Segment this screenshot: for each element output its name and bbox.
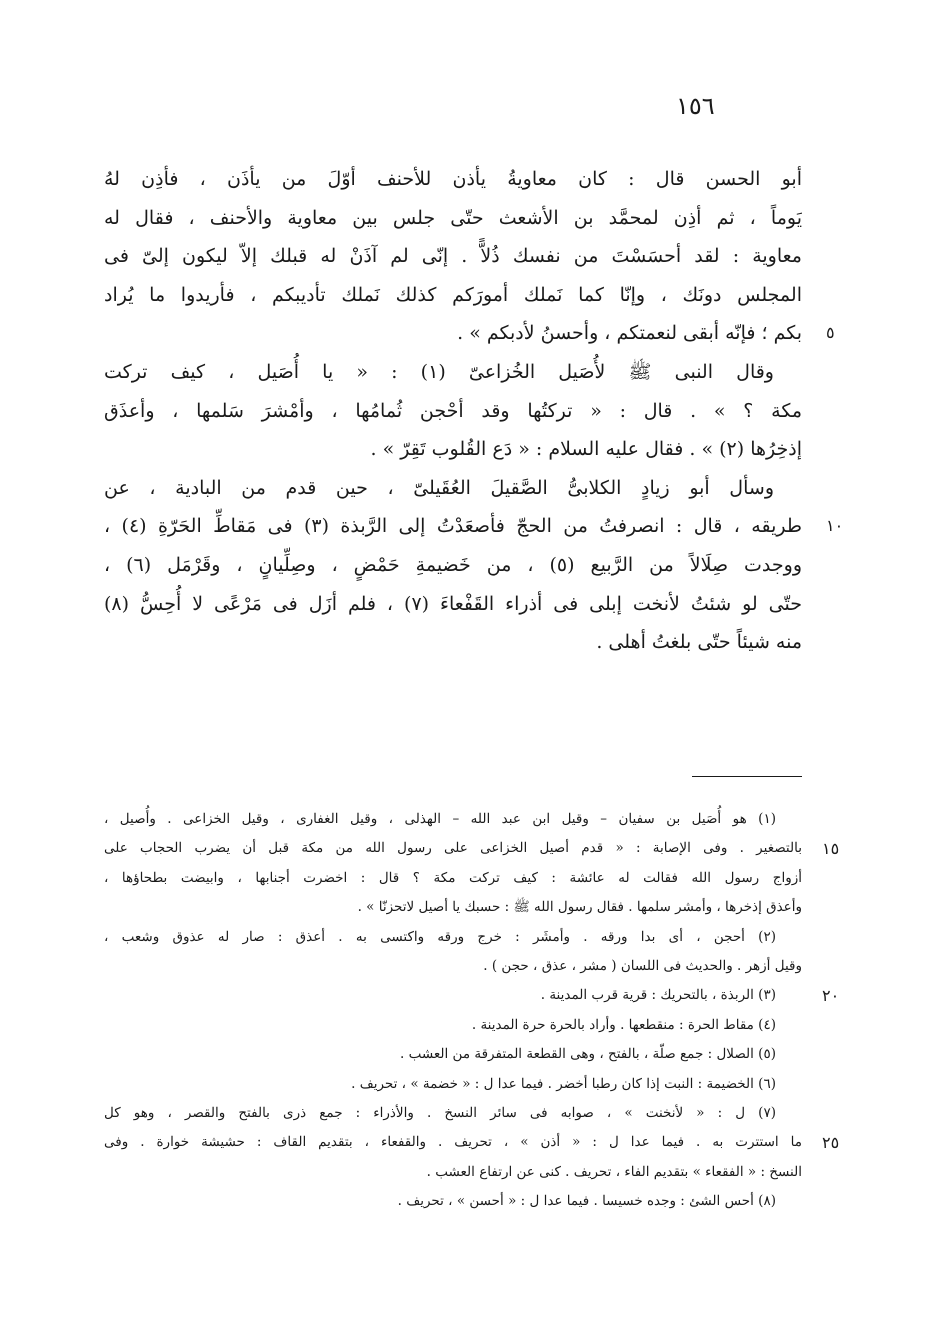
text-line: منه شيئاً حتّى بلغتُ أهلى . xyxy=(596,631,802,654)
text-line: مكة ؟ » . قال : « تركتُها وقد أحْجن ثُمامُها ، وأمْشرَ سَلمها ، وأعذَق xyxy=(104,399,802,422)
text-line: ووجدت صِلَالاً من الرَّبيع (٥) ، من خَضيمةِ حَمْضٍ ، وصِلِّيانٍ ، وقَرْمَل (٦) ، xyxy=(104,553,802,576)
margin-line-number: ٢٥ xyxy=(822,1133,840,1153)
text-line: معاوية : لقد أحسَسْتَ من نفسك ذُلاًّ . إنّى لم آذَنْ له قبلك إلاّ ليكون إلىّ فى xyxy=(104,245,802,268)
footnote-line: (٥) الصلال : جمع صلّة ، بالفتح ، وهى القطعة المتفرقة من العشب . xyxy=(400,1046,776,1063)
main-text xyxy=(104,160,802,662)
margin-line-number: ٥ xyxy=(826,323,835,343)
margin-line-number: ١٠ xyxy=(826,516,844,536)
text-line: أبو الحسن قال : كان معاويةُ يأذن للأحنف أوّلَ من يأذَن ، فأذِن لهُ xyxy=(104,168,802,190)
page-number: ١٥٦ xyxy=(676,92,715,120)
text-line: وسأل أبو زيادٍ الكلابىُّ الصَّقيلَ العُقَيلىّ ، حين قدم من البادية ، عن xyxy=(104,476,774,499)
text-line: طريقه ، قال : انصرفتُ من الحجّ فأصعَدْتُ إلى الرَّبذة (٣) فى مَقاطِّ الحَرّةِ (٤) ، xyxy=(104,515,802,538)
text-line: بكم ؛ فإنّه أبقى لنعمتكم ، وأحسنُ لأدبكم » . xyxy=(457,322,802,345)
margin-line-number: ١٥ xyxy=(822,839,840,859)
footnote-line: بالتصغير . وفى الإصابة : « قدم أصيل الخزاعى على رسول الله من مكة قبل أن يضرب الحجاب على xyxy=(104,840,802,857)
footnote-line: (٧) ل : « لأنخنت » ، صوابه فى سائر النسخ . والأذراء : جمع ذرى بالفتح والقصر ، وهو كل xyxy=(104,1104,776,1121)
footnote-line: وقيل أزهر . والحديث فى اللسان ( مشر ، عذق ، حجن ) . xyxy=(483,957,802,974)
footnote-separator xyxy=(692,776,802,777)
footnotes xyxy=(104,805,802,1216)
footnote-line: (٦) الخضيمة : النبت إذا كان رطبا أخضر . فيما عدا ل : « خضمة » ، تحريف . xyxy=(351,1075,776,1092)
text-line: حتّى لو شئتُ لأنخت إبلى فى أذراء القَفْعاءَ (٧) ، فلم أزَل فى مَرْعًى لا أُحِسُّ (٨) xyxy=(104,592,802,615)
footnote-line: وأعذق إذخرها ، وأمشر سلمها . فقال رسول الله ﷺ : حسبك يا أصيل لاتحزنّا » . xyxy=(357,899,802,916)
footnote-line: (٢) أحجن ، أى بدا ورقه . وأمشَر : خرج ورقه واكتسى به . أعذق : صار له عذوق وشعب ، xyxy=(104,928,776,945)
text-line: المجلس دونَك ، وإنّا كما نَملك أمورَكم كذلك نَملك تأديبكم ، فأريدوا ما يُراد xyxy=(104,283,802,306)
footnote-line: أزواج رسول الله فقالت له عائشة : كيف تركت مكة ؟ قال : اخضرت أجنابها ، وابيضت بطحاؤها ، xyxy=(104,869,802,886)
footnote-line: النسخ : « الفقعاء » بتقديم الفاء ، تحريف . كنى عن ارتفاع العشب . xyxy=(426,1163,802,1180)
footnote-line: (٣) الربذة ، بالتحريك : قرية قرب المدينة . xyxy=(540,987,776,1004)
footnote-line: (٤) مقاط الحرة : منقطعها . وأراد بالحرة حرة المدينة . xyxy=(471,1016,776,1033)
footnote-line: (٨) أحس الشئ : وجده خسيسا . فيما عدا ل : « أحسن » ، تحريف . xyxy=(397,1193,776,1210)
text-line: يَوماً ، ثم أذِن لمحمَّد بن الأشعث حتّى جلس بين معاوية والأحنف ، فقال له xyxy=(104,206,802,229)
text-line: وقال النبى ﷺ لأُصَيل الخُزاعىّ (١) : « يا أُصَيل ، كيف تركت xyxy=(104,360,774,383)
footnote-line: (١) هو أُصَيل بن سفيان – وقيل ابن عبد الله – الهذلى ، وقيل الغفارى ، وقيل الخزاعى . وأُصيل ، xyxy=(104,811,776,827)
text-line: إذخِرُها (٢) » . فقال عليه السلام : « دَع القُلوب تَقِرّ » . xyxy=(370,438,802,461)
footnote-line: ما استترت به . فيما عدا ل : « أذن » ، تحريف . والقفعاء ، بتقديم القاف : حشيشة خوارة . وفى xyxy=(104,1134,802,1151)
margin-line-number: ٢٠ xyxy=(822,986,840,1006)
